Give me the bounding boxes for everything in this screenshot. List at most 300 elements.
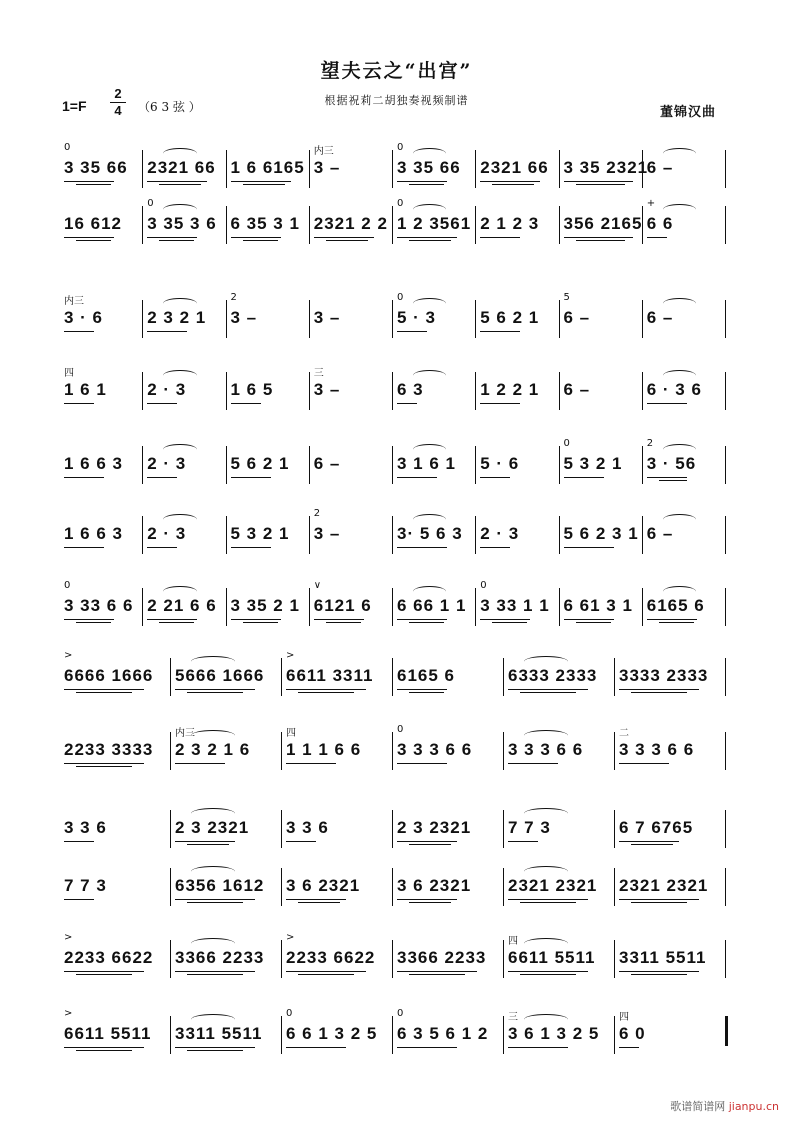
measure-notes: 1 2 3561 <box>397 214 472 233</box>
barline <box>309 300 310 338</box>
bowing-mark: > <box>286 932 295 943</box>
barline <box>475 372 476 410</box>
barline <box>309 150 310 188</box>
measure-notes: 3 – <box>313 380 341 399</box>
beam-line <box>159 184 201 185</box>
beam-line <box>326 622 361 623</box>
bowing-mark: 四 <box>619 1012 629 1023</box>
measure <box>173 1006 280 1062</box>
measure-notes: 3 3 6 <box>286 818 329 837</box>
beam-line <box>314 237 374 238</box>
barline <box>392 372 393 410</box>
measure <box>284 930 391 986</box>
measure-notes: 2 21 6 6 <box>147 596 217 615</box>
bowing-mark: 0 <box>64 142 71 153</box>
measure <box>62 800 169 856</box>
barline <box>614 810 615 848</box>
barline <box>142 372 143 410</box>
beam-line <box>64 841 94 842</box>
measure-notes: 3 35 66 <box>397 158 461 177</box>
beam-line <box>286 763 336 764</box>
bowing-mark: 0 <box>480 580 487 591</box>
beam-line <box>231 237 281 238</box>
score-line <box>0 578 793 634</box>
beam-line <box>76 240 111 241</box>
beam-line <box>647 403 687 404</box>
beam-line <box>231 181 291 182</box>
measure <box>478 578 557 634</box>
measure <box>312 506 391 562</box>
beam-line <box>175 689 255 690</box>
measure-notes: 5 3 2 1 <box>230 524 290 543</box>
measure-notes: 3 · 6 <box>64 308 104 327</box>
beam-line <box>64 899 94 900</box>
measure <box>173 648 280 704</box>
measure <box>506 1006 613 1062</box>
barline <box>309 372 310 410</box>
barline <box>503 1016 504 1054</box>
slur <box>413 586 446 597</box>
beam-line <box>647 237 667 238</box>
measure-notes: 2 3 2 1 6 <box>175 740 251 759</box>
beam-line <box>508 899 588 900</box>
measure <box>312 436 391 492</box>
barline <box>226 150 227 188</box>
slur <box>163 514 196 525</box>
barline <box>725 868 726 906</box>
measure-notes: 2 3 2 1 <box>147 308 207 327</box>
barline <box>559 516 560 554</box>
beam-line <box>147 237 197 238</box>
barline <box>281 868 282 906</box>
measure-notes: 1 1 1 6 6 <box>286 740 362 759</box>
measure-notes: 6 35 3 1 <box>230 214 300 233</box>
score-line <box>0 290 793 346</box>
beam-line <box>576 622 611 623</box>
measure <box>284 1006 391 1062</box>
beam-line <box>659 480 687 481</box>
beam-line <box>397 689 447 690</box>
measure <box>506 858 613 914</box>
bowing-mark: > <box>64 932 73 943</box>
measure-notes: 3311 5511 <box>175 1024 263 1043</box>
time-signature-bottom: 4 <box>110 102 126 119</box>
score-line <box>0 196 793 252</box>
measure <box>229 362 308 418</box>
beam-line <box>175 841 235 842</box>
measure <box>173 722 280 778</box>
barline <box>614 658 615 696</box>
beam-line <box>147 477 177 478</box>
slur <box>163 586 196 597</box>
measure <box>229 578 308 634</box>
barline <box>725 1016 728 1046</box>
beam-line <box>480 237 520 238</box>
measure-notes: 5666 1666 <box>175 666 265 685</box>
beam-line <box>76 1050 132 1051</box>
bowing-mark: 0 <box>147 198 154 209</box>
measure-notes: 3 3 3 6 6 <box>508 740 584 759</box>
beam-line <box>564 477 604 478</box>
measure-notes: 3 6 2321 <box>286 876 361 895</box>
measure <box>229 196 308 252</box>
measure <box>62 858 169 914</box>
measure-notes: 5 6 2 1 <box>480 308 540 327</box>
measure-notes: 6 · 3 6 <box>646 380 702 399</box>
bowing-mark: 内三 <box>313 146 334 157</box>
measure <box>395 140 474 196</box>
measure <box>645 362 724 418</box>
barline <box>392 206 393 244</box>
measure-notes: 5 · 6 <box>480 454 520 473</box>
measure-notes: 3366 2233 <box>397 948 487 967</box>
barline <box>642 446 643 484</box>
slur <box>191 1014 235 1025</box>
beam-line <box>243 240 278 241</box>
measure <box>478 506 557 562</box>
measure <box>617 858 724 914</box>
measure <box>62 196 141 252</box>
barline <box>309 588 310 626</box>
slur <box>163 298 196 309</box>
bowing-mark: 2 <box>313 508 321 519</box>
measure-notes: 16 612 <box>64 214 122 233</box>
score-line <box>0 648 793 704</box>
measure <box>562 578 641 634</box>
bowing-mark: 0 <box>397 292 404 303</box>
slur <box>663 204 696 215</box>
beam-line <box>480 181 540 182</box>
measure <box>645 140 724 196</box>
measure-notes: 2 · 3 <box>480 524 520 543</box>
beam-line <box>409 692 444 693</box>
barline <box>392 940 393 978</box>
barline <box>559 446 560 484</box>
barline <box>392 1016 393 1054</box>
barline <box>614 940 615 978</box>
measure-notes: 6121 6 <box>313 596 372 615</box>
measure <box>478 436 557 492</box>
beam-line <box>175 971 255 972</box>
measure-notes: 2 3 2321 <box>397 818 472 837</box>
barline <box>725 150 726 188</box>
bowing-mark: 0 <box>64 580 71 591</box>
measure-notes: 6333 2333 <box>508 666 598 685</box>
beam-line <box>409 974 465 975</box>
slur <box>413 370 446 381</box>
measure <box>395 930 502 986</box>
beam-line <box>286 971 366 972</box>
beam-line <box>480 331 520 332</box>
beam-line <box>397 331 427 332</box>
measure <box>284 722 391 778</box>
measure-notes: 2 · 3 <box>147 454 187 473</box>
barline <box>170 1016 171 1054</box>
beam-line <box>187 844 229 845</box>
measure-notes: 2233 6622 <box>286 948 376 967</box>
beam-line <box>631 902 687 903</box>
measure <box>562 140 649 196</box>
measure-notes: 6 7 6765 <box>619 818 694 837</box>
measure <box>645 290 724 346</box>
score-line <box>0 722 793 778</box>
measure <box>395 648 502 704</box>
slur <box>524 730 568 741</box>
beam-line <box>298 902 340 903</box>
measure-notes: 6 6 1 3 2 5 <box>286 1024 378 1043</box>
slur <box>191 730 235 741</box>
measure-notes: 3 6 1 3 2 5 <box>508 1024 600 1043</box>
measure <box>395 1006 502 1062</box>
measure-notes: 3 – <box>313 158 341 177</box>
barline <box>392 516 393 554</box>
barline <box>392 732 393 770</box>
beam-line <box>326 240 368 241</box>
barline <box>503 868 504 906</box>
measure <box>562 506 641 562</box>
measure-notes: 3 35 66 <box>64 158 128 177</box>
slur <box>163 204 196 215</box>
bowing-mark: > <box>286 650 295 661</box>
beam-line <box>409 184 444 185</box>
beam-line <box>286 1047 346 1048</box>
measure <box>62 362 141 418</box>
barline <box>475 206 476 244</box>
measure-notes: 6666 1666 <box>64 666 154 685</box>
beam-line <box>508 971 588 972</box>
beam-line <box>492 184 534 185</box>
slur <box>663 298 696 309</box>
measure <box>617 1006 724 1062</box>
barline <box>281 732 282 770</box>
slur <box>663 444 696 455</box>
beam-line <box>631 844 673 845</box>
barline <box>475 300 476 338</box>
barline <box>725 516 726 554</box>
measure <box>284 800 391 856</box>
beam-line <box>397 971 477 972</box>
beam-line <box>397 1047 457 1048</box>
measure <box>62 1006 169 1062</box>
measure-notes: 7 7 3 <box>64 876 107 895</box>
barline <box>392 150 393 188</box>
barline <box>142 150 143 188</box>
score-line <box>0 436 793 492</box>
measure-notes: 6165 6 <box>397 666 455 685</box>
measure <box>229 140 308 196</box>
barline <box>281 658 282 696</box>
measure <box>395 506 474 562</box>
measure <box>145 578 224 634</box>
beam-line <box>286 841 316 842</box>
measure-notes: 356 2165 <box>563 214 643 233</box>
barline <box>392 446 393 484</box>
beam-line <box>64 1047 144 1048</box>
measure <box>617 800 724 856</box>
bowing-mark: 内三 <box>175 728 195 739</box>
beam-line <box>564 237 633 238</box>
measure <box>478 362 557 418</box>
barline <box>170 810 171 848</box>
barline <box>170 732 171 770</box>
slur <box>191 808 235 819</box>
measure <box>395 578 474 634</box>
measure-notes: 1 6 6 3 <box>64 454 123 473</box>
slur <box>163 444 196 455</box>
slur <box>163 148 196 159</box>
beam-line <box>619 763 669 764</box>
barline <box>559 588 560 626</box>
beam-line <box>492 622 527 623</box>
beam-line <box>64 547 104 548</box>
barline <box>142 446 143 484</box>
measure <box>478 290 557 346</box>
title: 望夫云之“出宫” <box>320 60 473 82</box>
barline <box>559 300 560 338</box>
measure <box>645 506 724 562</box>
measure-notes: 2 · 3 <box>147 524 187 543</box>
measure <box>478 196 557 252</box>
measure <box>62 140 141 196</box>
measure <box>229 290 308 346</box>
measure-notes: 6 – <box>646 158 674 177</box>
barline <box>475 516 476 554</box>
beam-line <box>397 619 447 620</box>
bowing-mark: 四 <box>508 936 518 947</box>
measure <box>145 506 224 562</box>
measure-notes: 6356 1612 <box>175 876 265 895</box>
measure-notes: 6 61 3 1 <box>563 596 633 615</box>
beam-line <box>64 689 144 690</box>
measure <box>395 290 474 346</box>
bowing-mark: 四 <box>286 728 296 739</box>
beam-line <box>175 1047 255 1048</box>
beam-line <box>64 971 144 972</box>
beam-line <box>480 477 510 478</box>
beam-line <box>147 547 177 548</box>
measure <box>62 648 169 704</box>
measure <box>645 436 724 492</box>
time-signature-top: 2 <box>114 86 122 101</box>
measure-notes: 2321 66 <box>480 158 549 177</box>
barline <box>642 206 643 244</box>
measure <box>395 362 474 418</box>
beam-line <box>314 619 364 620</box>
measure-notes: 3 6 2321 <box>397 876 472 895</box>
measure <box>145 362 224 418</box>
bowing-mark: + <box>646 198 656 209</box>
measure <box>173 858 280 914</box>
measure <box>173 800 280 856</box>
barline <box>309 206 310 244</box>
measure <box>145 290 224 346</box>
beam-line <box>659 622 694 623</box>
measure <box>145 140 224 196</box>
barline <box>725 732 726 770</box>
beam-line <box>76 622 111 623</box>
beam-line <box>64 477 104 478</box>
bowing-mark: 内三 <box>64 296 84 307</box>
measure <box>312 362 391 418</box>
barline <box>226 588 227 626</box>
measure-notes: 3 3 6 <box>64 818 107 837</box>
slur <box>413 148 446 159</box>
watermark-url: jianpu.cn <box>728 1100 779 1113</box>
bowing-mark: 2 <box>646 438 654 449</box>
measure-notes: 3 35 3 6 <box>147 214 217 233</box>
measure <box>284 858 391 914</box>
measure <box>617 930 724 986</box>
measure <box>229 506 308 562</box>
barline <box>281 1016 282 1054</box>
barline <box>392 658 393 696</box>
beam-line <box>576 184 625 185</box>
beam-line <box>231 403 261 404</box>
barline <box>503 810 504 848</box>
beam-line <box>64 763 144 764</box>
beam-line <box>397 237 457 238</box>
barline <box>170 868 171 906</box>
beam-line <box>397 547 447 548</box>
barline <box>226 372 227 410</box>
measure <box>312 140 391 196</box>
beam-line <box>619 1047 639 1048</box>
bowing-mark: 三 <box>313 368 324 379</box>
slur <box>191 656 235 667</box>
beam-line <box>397 899 457 900</box>
measure <box>645 578 724 634</box>
measure <box>395 196 474 252</box>
bowing-mark: 0 <box>286 1008 293 1019</box>
key-signature: 1=F <box>62 98 87 114</box>
beam-line <box>175 899 255 900</box>
beam-line <box>564 547 614 548</box>
measure <box>284 648 391 704</box>
beam-line <box>298 974 354 975</box>
beam-line <box>187 1050 243 1051</box>
beam-line <box>159 240 194 241</box>
slur <box>524 656 568 667</box>
slur <box>191 938 235 949</box>
bowing-mark: 0 <box>397 1008 404 1019</box>
barline <box>614 1016 615 1054</box>
measure-notes: 6611 3311 <box>286 666 374 685</box>
score-line <box>0 140 793 196</box>
bowing-mark: 2 <box>230 292 237 303</box>
measure-notes: 3 33 6 6 <box>64 596 134 615</box>
barline <box>559 206 560 244</box>
measure-notes: 2233 3333 <box>64 740 154 759</box>
beam-line <box>619 841 679 842</box>
barline <box>503 658 504 696</box>
score-line <box>0 362 793 418</box>
barline <box>725 588 726 626</box>
beam-line <box>480 403 520 404</box>
bowing-mark: 5 <box>563 292 570 303</box>
measure-notes: 3 3 3 6 6 <box>397 740 473 759</box>
beam-line <box>76 974 132 975</box>
beam-line <box>480 547 510 548</box>
barline <box>725 810 726 848</box>
beam-line <box>397 763 447 764</box>
measure <box>395 800 502 856</box>
measure-notes: 3333 2333 <box>619 666 709 685</box>
barline <box>725 300 726 338</box>
measure <box>62 930 169 986</box>
barline <box>503 732 504 770</box>
measure-notes: 2233 6622 <box>64 948 154 967</box>
barline <box>642 300 643 338</box>
